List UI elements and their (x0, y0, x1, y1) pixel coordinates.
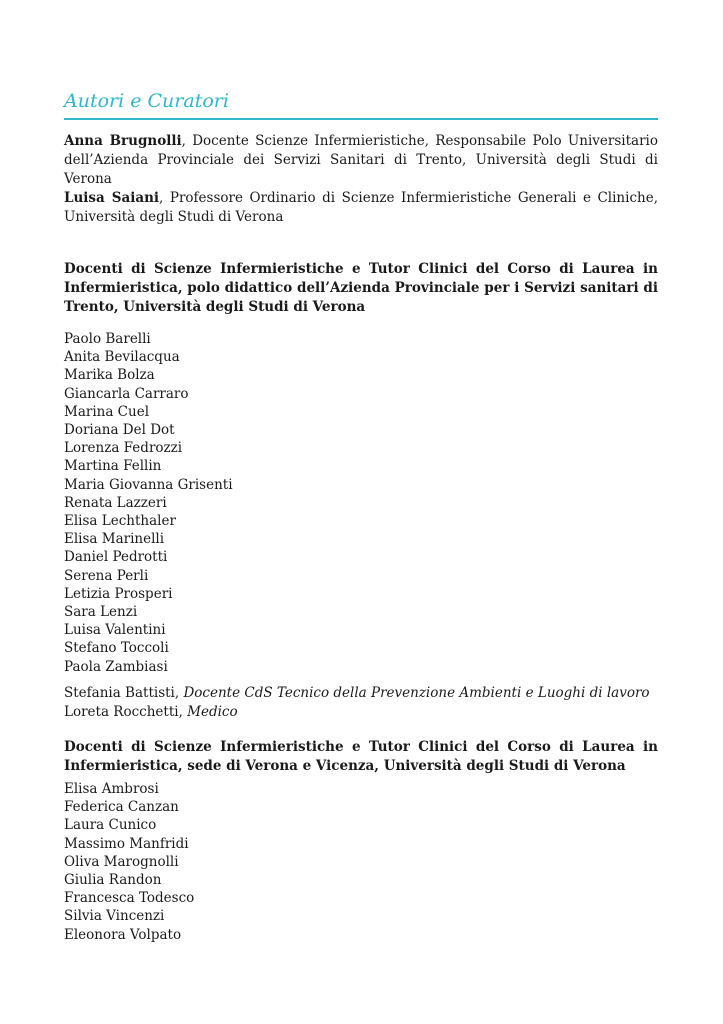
list-item: Elisa Ambrosi (64, 781, 159, 797)
list-item: Francesca Todesco (64, 890, 195, 907)
list-item: Daniel Pedrotti (64, 549, 168, 566)
list-item: Giulia Randon (64, 872, 162, 889)
list-item: Federica Canzan (64, 799, 179, 816)
contributor-name: Stefania Battisti, (64, 685, 180, 701)
list-item: Marina Cuel (64, 403, 150, 420)
list-item: Silvia Vincenzi (64, 908, 165, 925)
list-item: Renata Lazzeri (64, 494, 167, 511)
list-item: Doriana Del Dot (64, 422, 175, 439)
section-heading-trento: Docenti di Scienze Infermieristiche e Tutor Clinici del Corso di Laurea in Infermieristica, polo didattico dell’Azienda Provinciale per i Servizi sanitari di Trento, Università degli Studi di Verona (64, 261, 658, 315)
list-item: Luisa Valentini (64, 622, 166, 639)
list-item: Maria Giovanna Grisenti (64, 476, 233, 493)
list-item: Letizia Prosperi (64, 585, 173, 602)
list-item: Laura Cunico (64, 817, 157, 834)
list-item: Stefano Toccoli (64, 640, 169, 657)
curator-description: , Professore Ordinario di Scienze Infermieristiche Generali e Cliniche, Università degli Studi di Verona (64, 190, 658, 225)
list-item: Serena Perli (64, 567, 149, 584)
additional-contributor (64, 684, 650, 702)
list-item: Sara Lenzi (64, 604, 138, 621)
page-title: Autori e Curatori (64, 90, 229, 112)
curator-description: , Docente Scienze Infermieristiche, Responsabile Polo Universitario dell’Azienda Provinciale dei Servizi Sanitari di Trento, Università degli Studi di Verona (64, 133, 658, 187)
list-item: Giancarla Carraro (64, 385, 189, 402)
list-item: Lorenza Fedrozzi (64, 440, 183, 457)
curator-name: Anna Brugnolli (64, 133, 182, 149)
contributor-role: Docente CdS Tecnico della Prevenzione Ambienti e Luoghi di lavoro (183, 685, 650, 701)
list-item: Martina Fellin (64, 458, 162, 475)
list-item: Oliva Marognolli (64, 853, 179, 870)
faculty-list-trento (64, 330, 233, 676)
list-item: Massimo Manfridi (64, 835, 189, 852)
additional-contributor (64, 703, 238, 721)
title-underline (64, 118, 658, 120)
list-item: Elisa Marinelli (64, 531, 165, 548)
faculty-list-verona (64, 780, 194, 944)
list-item: Elisa Lechthaler (64, 513, 176, 530)
list-item: Anita Bevilacqua (64, 349, 180, 366)
list-item: Eleonora Volpato (64, 926, 182, 943)
curator-entry (64, 189, 658, 227)
contributor-role: Medico (187, 704, 238, 720)
curator-entry (64, 132, 658, 189)
list-item: Paolo Barelli (64, 331, 151, 347)
contributor-name: Loreta Rocchetti, (64, 704, 183, 720)
list-item: Marika Bolza (64, 367, 155, 384)
curator-name: Luisa Saiani (64, 190, 160, 206)
section-heading-verona: Docenti di Scienze Infermieristiche e Tutor Clinici del Corso di Laurea in Infermieristica, sede di Verona e Vicenza, Università degli Studi di Verona (64, 739, 658, 774)
list-item: Paola Zambiasi (64, 658, 168, 675)
